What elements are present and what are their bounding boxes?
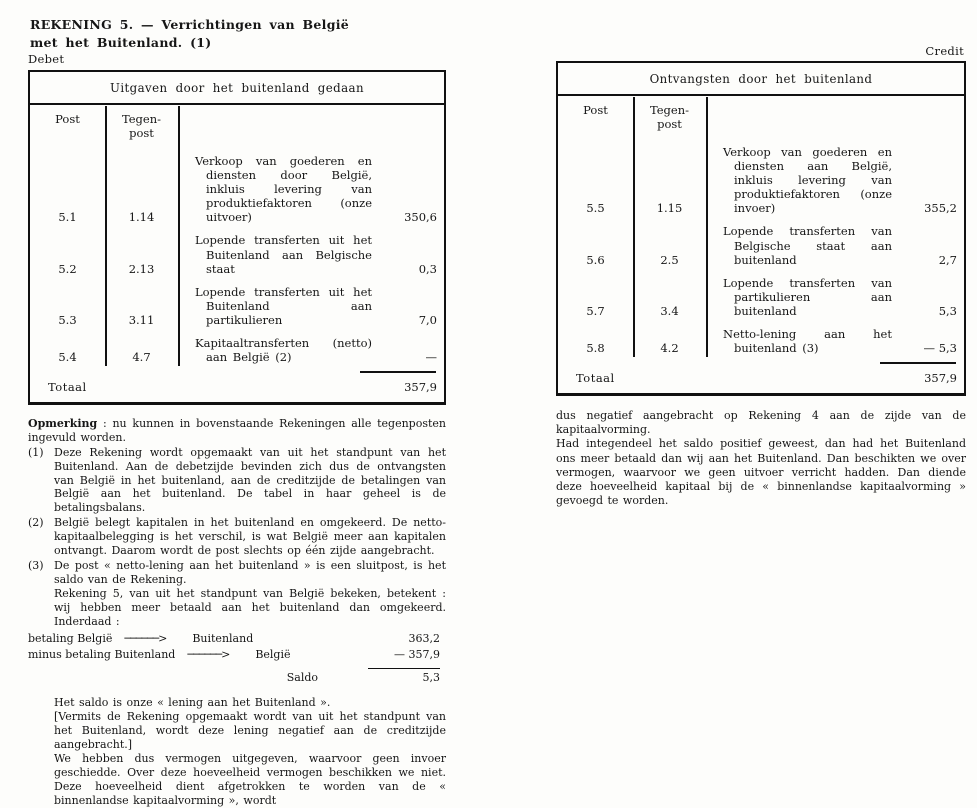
- post-cell: 5.3: [58, 312, 77, 327]
- description-cell: Kapitaaltransferten (netto) aan België (2): [195, 335, 372, 364]
- table-row: [30, 233, 444, 275]
- post-cell: 5.2: [58, 261, 77, 276]
- credit-table-header-row: [558, 96, 964, 136]
- flow-value: 363,2: [408, 632, 440, 646]
- right-note-paragraph: dus negatief aangebracht op Rekening 4 aan de zijde van de kapitaalvorming.: [556, 408, 966, 436]
- footnote-text-paragraph: Rekening 5, van uit het standpunt van België bekeken, betekent : wij hebben meer betaald aan het buitenland dan omgekeerd. Inderdaad :: [54, 587, 446, 629]
- credit-sum-rule: [880, 362, 956, 364]
- closing-paragraph: Het saldo is onze « lening aan het Buitenland ».: [54, 696, 331, 710]
- closing-paragraph: We hebben dus vermogen uitgegeven, waarvoor geen invoer geschiedde. Over deze hoeveelheid vermogen beschikken we niet. Deze hoeveelheid dient afgetrokken te worden van de « binnenlandse kapitaalvorming », wordt: [54, 751, 446, 807]
- credit-table-title: Ontvangsten door het buitenland: [558, 63, 964, 96]
- debet-col-header-post: Post: [55, 112, 80, 127]
- tegenpost-cell: 2.5: [660, 252, 679, 267]
- flow-line-2: [28, 648, 446, 662]
- debet-table-title: Uitgaven door het buitenland gedaan: [30, 72, 444, 105]
- closing-paragraphs: [28, 696, 446, 808]
- description-cell: Netto-lening aan het buitenland (3): [723, 326, 892, 355]
- value-cell: 2,7: [938, 252, 957, 267]
- description-cell: Lopende transferten van partikulieren aan buitenland: [723, 275, 892, 318]
- tegenpost-cell: 3.11: [128, 312, 155, 327]
- description-cell: Verkoop van goederen en diensten door België, inkluis levering van produktiefaktoren (onze uitvoer): [195, 154, 372, 225]
- description-cell: Verkoop van goederen en diensten aan België, inkluis levering van produktiefaktoren (onze invoer): [723, 145, 892, 216]
- footnote-text-paragraph: De post « netto-lening aan het buitenland » is een sluitpost, is het saldo van de Rekening.: [54, 559, 446, 587]
- debet-table-header-row: [30, 105, 444, 145]
- table-row: [558, 327, 964, 355]
- page-heading: [30, 16, 450, 52]
- payment-flow-schema: [28, 632, 446, 685]
- table-row: [30, 285, 444, 327]
- value-cell: — 5,3: [923, 340, 957, 355]
- value-cell: 5,3: [938, 303, 957, 318]
- footnote-marker: (1): [28, 445, 44, 459]
- post-cell: 5.6: [586, 252, 605, 267]
- table-row: [30, 154, 444, 224]
- tegenpost-cell: 1.14: [128, 210, 155, 225]
- flow-value: — 357,9: [394, 648, 440, 662]
- post-cell: 5.8: [586, 340, 605, 355]
- footnote-3: [28, 559, 446, 629]
- post-cell: 5.1: [58, 210, 77, 225]
- flow-label: minus betaling Buitenland: [28, 648, 176, 662]
- description-cell: Lopende transferten uit het Buitenland aan partikulieren: [195, 284, 372, 327]
- credit-table-divider-1: [633, 97, 635, 357]
- table-row: [30, 336, 444, 364]
- page-title-line-2: met het Buitenland. (1): [30, 35, 212, 51]
- debet-col-header-tegenpost: Tegen-post: [121, 112, 162, 141]
- credit-col-header-tegenpost: Tegen-post: [649, 103, 690, 132]
- post-cell: 5.7: [586, 303, 605, 318]
- debet-table-divider-2: [178, 106, 180, 366]
- value-cell: 355,2: [924, 201, 957, 216]
- debet-label: Debet: [28, 52, 65, 66]
- credit-col-header-post: Post: [583, 103, 608, 118]
- footnote-text: België belegt kapitalen in het buitenland en omgekeerd. De netto-kapitaalbelegging is het verschil, is wat België meer aan kapitalen ontvangt. Daarom wordt de post slechts op één zijde aangebracht.: [54, 516, 446, 558]
- post-cell: 5.4: [58, 349, 77, 364]
- total-value: 357,9: [404, 379, 437, 394]
- value-cell: 0,3: [418, 261, 437, 276]
- debet-table-divider-1: [105, 106, 107, 366]
- post-cell: 5.5: [586, 201, 605, 216]
- saldo-row: [28, 671, 446, 685]
- flow-line-1: [28, 632, 446, 646]
- credit-label: Credit: [925, 44, 964, 58]
- arrow-right-icon: ──────>: [124, 632, 167, 646]
- debet-sum-rule: [360, 371, 436, 373]
- credit-total-row: [558, 366, 964, 393]
- footnote-marker: (2): [28, 516, 44, 530]
- saldo-label: Saldo: [286, 671, 318, 685]
- debet-total-row: [30, 375, 444, 402]
- footnote-text: Deze Rekening wordt opgemaakt van uit het standpunt van het Buitenland. Aan de debetzijde bevinden zich dus de ontvangsten van België in het buitenland, aan de creditzijde de betalingen van België aan het buitenland. De tabel in haar geheel is de betalingsbalans.: [54, 445, 446, 515]
- credit-table: [556, 61, 966, 396]
- page-title-line-1: REKENING 5. — Verrichtingen van België: [30, 17, 350, 32]
- value-cell: —: [425, 349, 437, 364]
- total-label: Totaal: [576, 370, 615, 385]
- closing-paragraph: [Vermits de Rekening opgemaakt wordt van uit het standpunt van het Buitenland, wordt deze lening negatief aan de creditzijde aangebracht.]: [54, 710, 446, 751]
- tegenpost-cell: 4.7: [132, 349, 151, 364]
- flow-label: betaling België: [28, 632, 113, 646]
- credit-table-divider-2: [706, 97, 708, 357]
- arrow-right-icon: ──────>: [187, 648, 230, 662]
- saldo-value: 5,3: [422, 671, 440, 685]
- total-value: 357,9: [924, 370, 957, 385]
- debet-table: [28, 70, 446, 405]
- total-label: Totaal: [48, 379, 87, 394]
- flow-target: Buitenland: [192, 632, 254, 646]
- tegenpost-cell: 4.2: [660, 340, 679, 355]
- footnote-2: [28, 516, 446, 558]
- opmerking-label: Opmerking: [28, 416, 98, 430]
- left-notes: [28, 417, 446, 808]
- table-row: [558, 145, 964, 215]
- saldo-sum-rule: [368, 668, 440, 669]
- value-cell: 350,6: [404, 210, 437, 225]
- tegenpost-cell: 1.15: [656, 201, 683, 216]
- footnote-marker: (3): [28, 559, 44, 573]
- footnote-1: [28, 446, 446, 516]
- table-row: [558, 224, 964, 266]
- value-cell: 7,0: [418, 312, 437, 327]
- opmerking-text: : nu kunnen in bovenstaande Rekeningen alle tegenposten ingevuld worden.: [28, 416, 446, 444]
- tegenpost-cell: 3.4: [660, 303, 679, 318]
- credit-column: [556, 44, 966, 509]
- table-row: [558, 276, 964, 318]
- footnote-text: [54, 559, 446, 629]
- tegenpost-cell: 2.13: [128, 261, 155, 276]
- debet-column: [28, 52, 446, 808]
- opmerking-paragraph: [28, 417, 446, 445]
- description-cell: Lopende transferten uit het Buitenland aan Belgische staat: [195, 233, 372, 276]
- description-cell: Lopende transferten van Belgische staat aan buitenland: [723, 224, 892, 267]
- right-note-paragraph: Had integendeel het saldo positief geweest, dan had het Buitenland ons meer betaald dan wij aan het Buitenland. Dan beschikten we over vermogen, waarvoor we geen uitvoer verricht hadden. Dan diende deze hoeveelheid kapitaal bij de « binnenlandse kapitaalvorming » gevoegd te worden.: [556, 437, 966, 508]
- right-notes: [556, 409, 966, 509]
- flow-target: België: [255, 648, 291, 662]
